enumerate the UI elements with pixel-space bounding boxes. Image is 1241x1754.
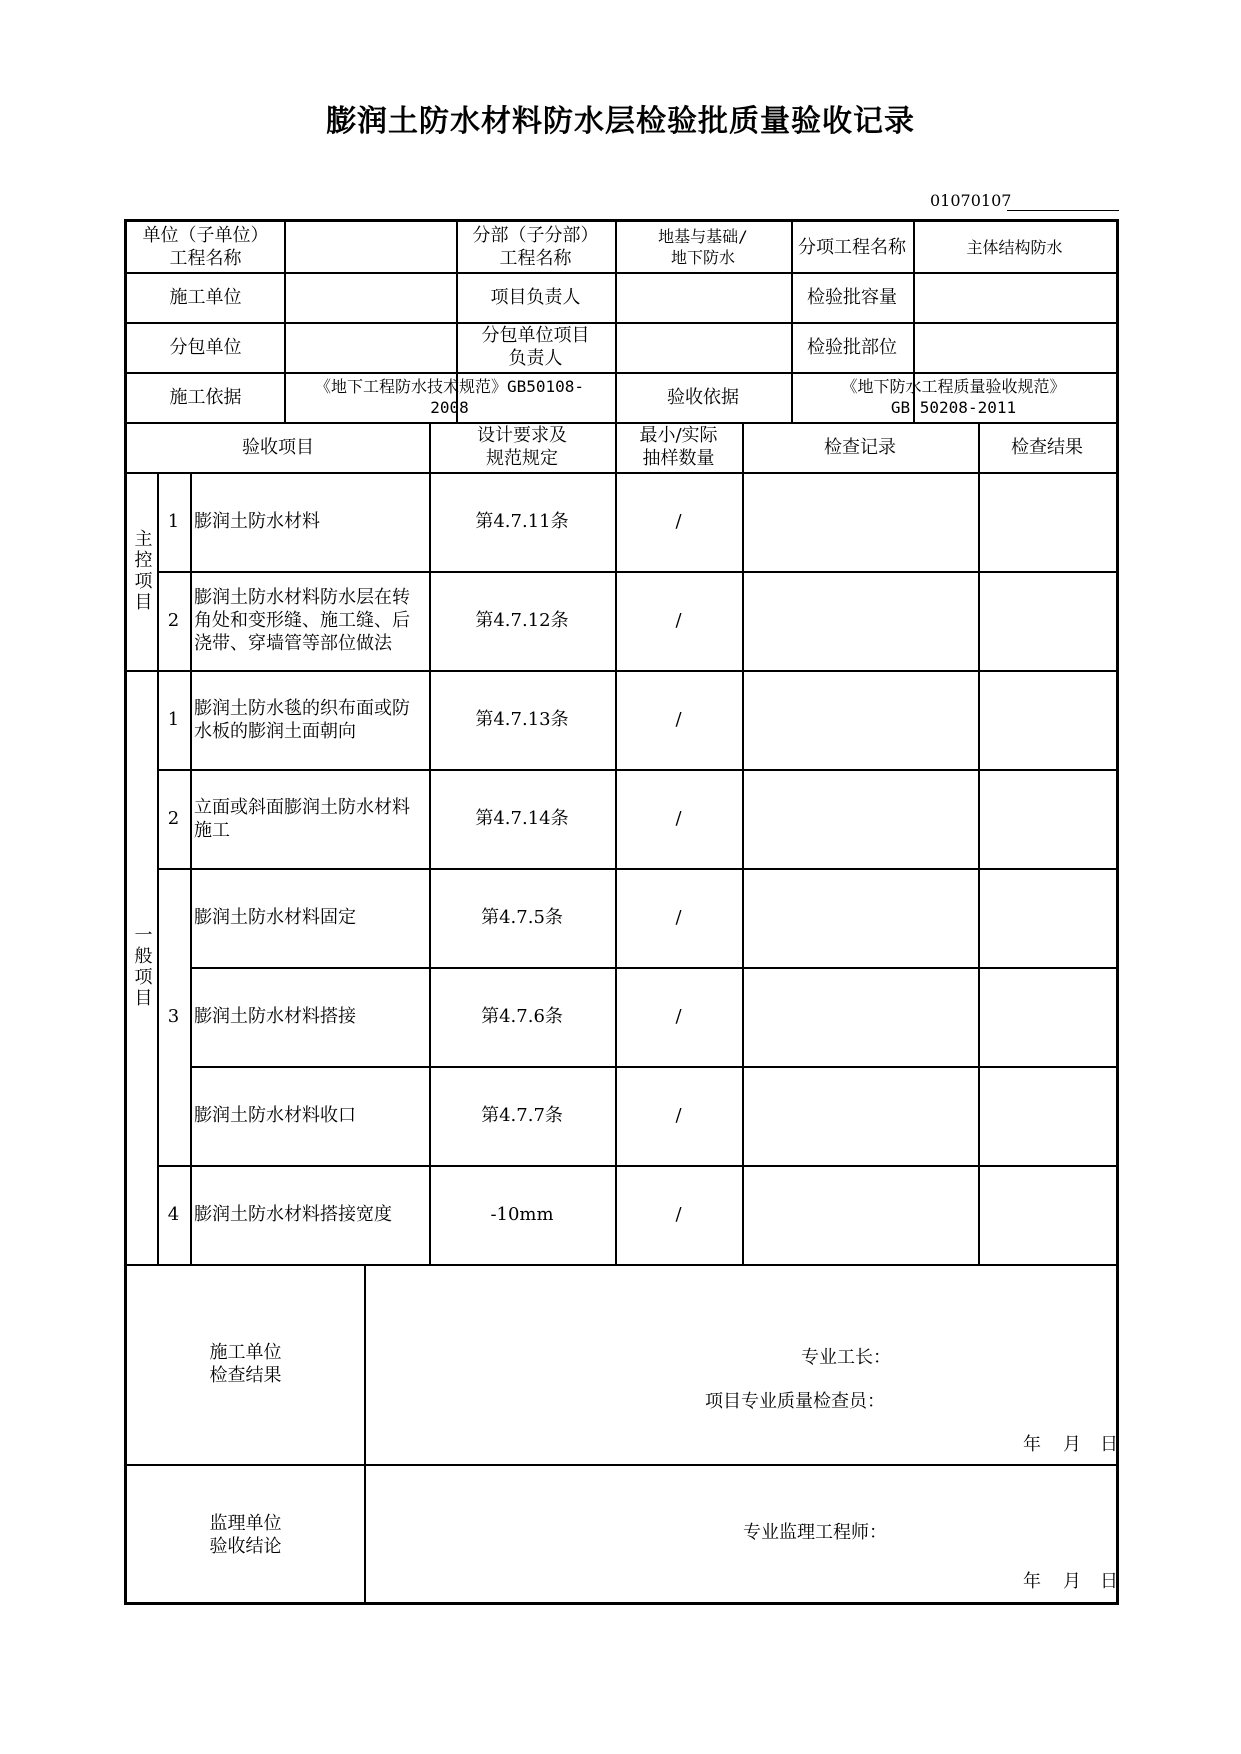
page-title: 膨润土防水材料防水层检验批质量验收记录 bbox=[326, 104, 915, 139]
foreman-signature-label[interactable]: 专业工长： bbox=[801, 1347, 891, 1368]
row-number: 2 bbox=[167, 610, 180, 631]
contractor-date-year: 年 bbox=[1023, 1434, 1041, 1455]
row-spec: 第4.7.11条 bbox=[475, 511, 569, 532]
supervisor-date-month: 月 bbox=[1063, 1571, 1081, 1592]
row-spec: 第4.7.14条 bbox=[475, 808, 569, 829]
row-sample[interactable]: / bbox=[675, 511, 682, 532]
subcontractor-value[interactable] bbox=[284, 322, 456, 372]
form-code: 01070107 bbox=[930, 191, 1012, 210]
project-manager-value[interactable] bbox=[615, 272, 791, 322]
supervisor-date-year: 年 bbox=[1023, 1571, 1041, 1592]
row-spec: 第4.7.6条 bbox=[481, 1006, 563, 1027]
row-number: 4 bbox=[167, 1204, 180, 1225]
row-item: 立面或斜面膨润土防水材料施工 bbox=[194, 796, 410, 841]
grid-line bbox=[364, 1264, 366, 1605]
row-spec: -10mm bbox=[490, 1204, 554, 1225]
main-control-group-label: 主控项目 bbox=[131, 529, 153, 613]
row-sample[interactable]: / bbox=[675, 1105, 682, 1126]
unit-name-value[interactable] bbox=[284, 222, 456, 272]
row-number: 1 bbox=[167, 709, 180, 730]
supervisor-date-day: 日 bbox=[1100, 1571, 1118, 1592]
construction-basis-label: 施工依据 bbox=[169, 386, 242, 408]
row-item: 膨润土防水材料搭接宽度 bbox=[194, 1204, 392, 1225]
row-record[interactable] bbox=[742, 868, 978, 967]
row-result[interactable] bbox=[978, 571, 1116, 670]
row-spec: 第4.7.7条 bbox=[481, 1105, 563, 1126]
row-item: 膨润土防水毯的织布面或防水板的膨润土面朝向 bbox=[194, 697, 410, 742]
row-sample[interactable]: / bbox=[675, 1204, 682, 1225]
column-header-result: 检查结果 bbox=[1011, 436, 1083, 458]
row-sample[interactable]: / bbox=[675, 808, 682, 829]
row-record[interactable] bbox=[742, 1165, 978, 1264]
contractor-check-label: 施工单位 检查结果 bbox=[209, 1342, 282, 1386]
quality-inspector-signature-label[interactable]: 项目专业质量检查员： bbox=[705, 1391, 885, 1412]
column-header-design: 设计要求及 规范规定 bbox=[477, 425, 567, 469]
form-code-underline bbox=[1007, 210, 1119, 211]
general-group-label: 一般项目 bbox=[131, 925, 153, 1009]
row-result[interactable] bbox=[978, 1165, 1116, 1264]
inspection-form-table bbox=[124, 219, 1119, 1605]
project-manager-label: 项目负责人 bbox=[490, 286, 581, 308]
contractor-date-day: 日 bbox=[1100, 1434, 1118, 1455]
sub-division-label: 分部（子分部） 工程名称 bbox=[472, 225, 599, 269]
acceptance-basis-value[interactable]: 《地下防水工程质量验收规范》 GB 50208-2011 bbox=[841, 377, 1066, 417]
construction-basis-value[interactable]: 《地下工程防水技术规范》GB50108- 2008 bbox=[314, 377, 585, 417]
item-project-value[interactable]: 主体结构防水 bbox=[966, 237, 1063, 257]
batch-capacity-label: 检验批容量 bbox=[807, 286, 897, 308]
row-result[interactable] bbox=[978, 472, 1116, 571]
column-header-sample: 最小/实际 抽样数量 bbox=[639, 425, 718, 469]
row-item: 膨润土防水材料 bbox=[194, 511, 320, 532]
row-item: 膨润土防水材料防水层在转角处和变形缝、施工缝、后浇带、穿墙管等部位做法 bbox=[194, 587, 410, 654]
column-header-item: 验收项目 bbox=[242, 436, 314, 458]
column-header-record: 检查记录 bbox=[824, 436, 896, 458]
row-record[interactable] bbox=[742, 472, 978, 571]
row-item: 膨润土防水材料固定 bbox=[194, 907, 356, 928]
row-record[interactable] bbox=[742, 967, 978, 1066]
contractor-date-month: 月 bbox=[1063, 1434, 1081, 1455]
row-item: 膨润土防水材料搭接 bbox=[194, 1006, 356, 1027]
row-sample[interactable]: / bbox=[675, 610, 682, 631]
row-spec: 第4.7.5条 bbox=[481, 907, 563, 928]
row-result[interactable] bbox=[978, 967, 1116, 1066]
subcontractor-label: 分包单位 bbox=[169, 336, 242, 358]
row-result[interactable] bbox=[978, 1066, 1116, 1165]
row-result[interactable] bbox=[978, 670, 1116, 769]
contractor-value[interactable] bbox=[284, 272, 456, 322]
row-number: 3 bbox=[167, 1006, 180, 1027]
sub-manager-value[interactable] bbox=[615, 322, 791, 372]
sub-division-value[interactable]: 地基与基础/ 地下防水 bbox=[658, 227, 748, 267]
item-project-label: 分项工程名称 bbox=[798, 236, 906, 258]
row-record[interactable] bbox=[742, 670, 978, 769]
row-spec: 第4.7.12条 bbox=[475, 610, 569, 631]
row-sample[interactable]: / bbox=[675, 907, 682, 928]
row-number: 1 bbox=[167, 511, 180, 532]
supervision-engineer-signature-label[interactable]: 专业监理工程师： bbox=[743, 1522, 887, 1543]
batch-location-label: 检验批部位 bbox=[807, 336, 897, 358]
supervisor-check-label: 监理单位 验收结论 bbox=[209, 1512, 282, 1557]
row-result[interactable] bbox=[978, 868, 1116, 967]
row-spec: 第4.7.13条 bbox=[475, 709, 569, 730]
row-result[interactable] bbox=[978, 769, 1116, 868]
contractor-label: 施工单位 bbox=[169, 286, 242, 308]
batch-location-value[interactable] bbox=[913, 322, 1116, 372]
acceptance-basis-label: 验收依据 bbox=[667, 386, 739, 408]
row-record[interactable] bbox=[742, 769, 978, 868]
row-number: 2 bbox=[167, 808, 180, 829]
row-sample[interactable]: / bbox=[675, 709, 682, 730]
sub-manager-label: 分包单位项目 负责人 bbox=[481, 325, 590, 369]
row-record[interactable] bbox=[742, 1066, 978, 1165]
row-record[interactable] bbox=[742, 571, 978, 670]
row-sample[interactable]: / bbox=[675, 1006, 682, 1027]
row-item: 膨润土防水材料收口 bbox=[194, 1105, 356, 1126]
batch-capacity-value[interactable] bbox=[913, 272, 1116, 322]
unit-name-label: 单位（子单位） 工程名称 bbox=[142, 225, 269, 269]
